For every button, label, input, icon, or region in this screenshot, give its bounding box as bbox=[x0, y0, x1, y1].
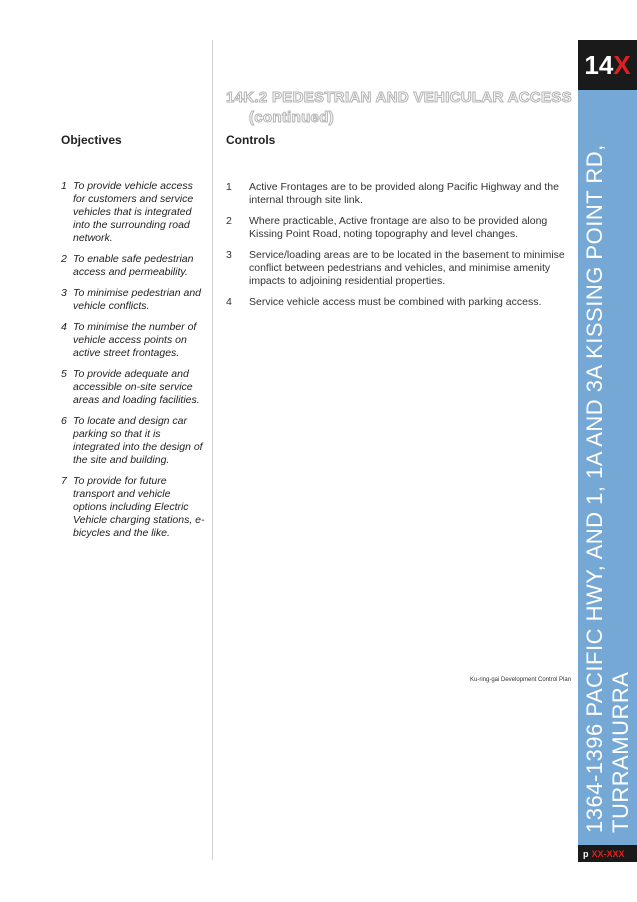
objective-number: 5 bbox=[61, 368, 67, 380]
objective-number: 1 bbox=[61, 180, 67, 192]
objective-text: To minimise the number of vehicle access points on active street frontages. bbox=[73, 321, 197, 359]
chapter-tab-number: 14 bbox=[584, 49, 614, 80]
control-text: Service vehicle access must be combined with parking access. bbox=[249, 296, 542, 308]
control-text: Service/loading areas are to be located in the basement to minimise conflict between pedestrians and vehicles, and minimise amenity impacts to adjoining residential properties. bbox=[249, 249, 565, 287]
objective-number: 2 bbox=[61, 253, 67, 265]
objective-number: 6 bbox=[61, 415, 67, 427]
objective-text: To enable safe pedestrian access and permeability. bbox=[73, 253, 194, 278]
section-title bbox=[226, 88, 576, 128]
control-number: 2 bbox=[226, 215, 232, 227]
objective-text: To provide adequate and accessible on-site service areas and loading facilities. bbox=[73, 368, 200, 406]
objective-item bbox=[61, 287, 206, 313]
objective-number: 4 bbox=[61, 321, 67, 333]
control-item bbox=[226, 215, 576, 241]
page-number-tab bbox=[578, 845, 637, 862]
sidebar-title-container bbox=[578, 90, 637, 845]
objective-item bbox=[61, 321, 206, 360]
chapter-tab bbox=[578, 40, 637, 90]
chapter-tab-letter: X bbox=[613, 49, 631, 80]
controls-heading: Controls bbox=[226, 133, 276, 147]
control-number: 3 bbox=[226, 249, 232, 261]
objective-text: To provide for future transport and vehicle options including Electric Vehicle charging stations, e-bicycles and the like. bbox=[73, 475, 205, 539]
control-item bbox=[226, 296, 576, 309]
objective-text: To locate and design car parking so that it is integrated into the design of the site and building. bbox=[73, 415, 203, 466]
page-number: XX-XXX bbox=[591, 848, 625, 859]
page-prefix: p bbox=[583, 848, 589, 859]
section-title-line1: 14K.2 PEDESTRIAN AND VEHICULAR ACCESS bbox=[226, 89, 572, 106]
objective-text: To provide vehicle access for customers and service vehicles that is integrated into the surrounding road network. bbox=[73, 180, 194, 244]
objective-item bbox=[61, 368, 206, 407]
control-item bbox=[226, 249, 576, 288]
footer-plan-name: Ku-ring-gai Development Control Plan bbox=[470, 677, 572, 683]
objective-number: 7 bbox=[61, 475, 67, 487]
control-text: Where practicable, Active frontage are also to be provided along Kissing Point Road, noting topography and level changes. bbox=[249, 215, 548, 240]
objectives-list bbox=[61, 180, 206, 548]
control-number: 4 bbox=[226, 296, 232, 308]
control-text: Active Frontages are to be provided along Pacific Highway and the internal through site link. bbox=[249, 181, 559, 206]
objective-item bbox=[61, 253, 206, 279]
objective-item bbox=[61, 475, 206, 540]
objectives-heading: Objectives bbox=[61, 133, 122, 147]
objective-item bbox=[61, 180, 206, 245]
sidebar-vertical-title: 1364-1396 PACIFIC HWY, AND 1, 1A AND 3A KISSING POINT RD, TURRAMURRA bbox=[582, 144, 633, 833]
objective-number: 3 bbox=[61, 287, 67, 299]
control-number: 1 bbox=[226, 181, 232, 193]
column-divider bbox=[212, 40, 213, 860]
control-item bbox=[226, 181, 576, 207]
controls-list bbox=[226, 181, 576, 317]
objective-text: To minimise pedestrian and vehicle conflicts. bbox=[73, 287, 202, 312]
section-title-line2: (continued) bbox=[249, 109, 334, 126]
objective-item bbox=[61, 415, 206, 467]
